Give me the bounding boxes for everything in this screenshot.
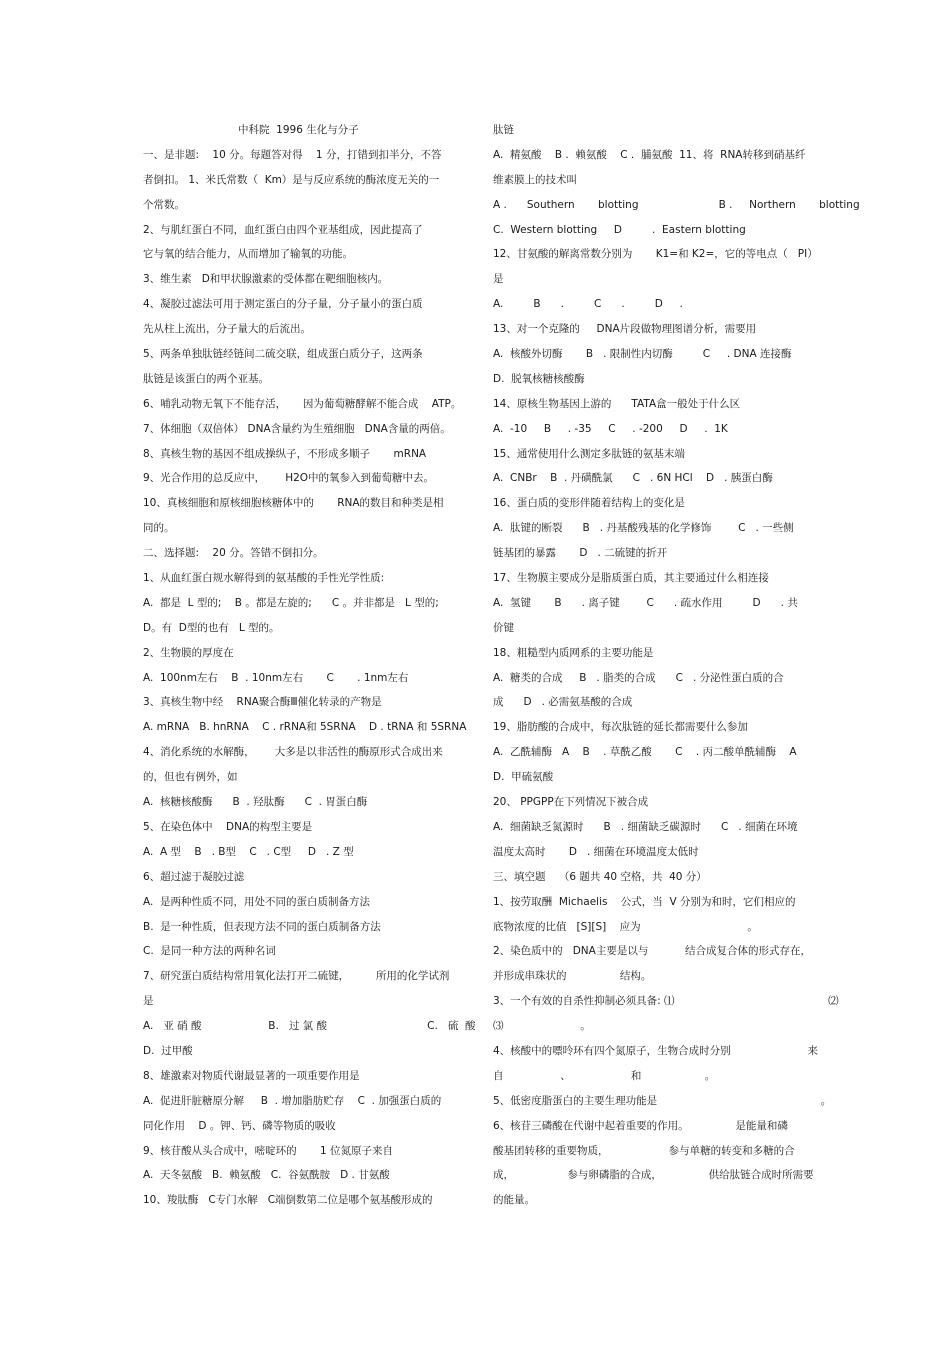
left-column-line: 8、雄激素对物质代谢最显著的一项重要作用是: [143, 1069, 360, 1082]
left-column-line: 10、真核细胞和原核细胞核糖体中的 RNA的数目和种类是相: [143, 497, 444, 510]
left-column-line: 5、在染色体中 DNA的构型主要是: [143, 820, 313, 833]
left-column-line: 3、维生素 D和甲状腺激素的受体都在靶细胞核内。: [143, 273, 389, 286]
left-column-line: 3、真核生物中经 RNA聚合酶Ⅲ催化转录的产物是: [143, 696, 382, 709]
left-column-line: 10、羧肽酶 C专门水解 C端倒数第二位是哪个氨基酸形成的: [143, 1194, 433, 1207]
document-title: 中科院 1996 生化与分子: [238, 124, 359, 136]
right-column-line: 价键: [493, 621, 514, 634]
right-column-line: 3、一个有效的自杀性抑制必须具备: ⑴ ⑵: [493, 995, 839, 1008]
right-column-line: 17、生物膜主要成分是脂质蛋白质，其主要通过什么相连接: [493, 572, 769, 585]
left-column-line: 4、消化系统的水解酶， 大多是以非活性的酶原形式合成出来: [143, 746, 443, 759]
left-column-line: 一、是非题: 10 分。每题答对得 1 分，打错到扣半分，不答: [143, 148, 442, 161]
left-column-line: 6、超过滤于凝胶过滤: [143, 870, 245, 883]
right-column-line: A. -10 B . -35 C . -200 D . 1K: [493, 422, 728, 435]
left-column-line: 9、核苷酸从头合成中，嘧啶环的 1 位氮原子来自: [143, 1144, 394, 1157]
right-column-line: ⑶ 。: [493, 1020, 591, 1033]
left-column-line: 是: [143, 995, 154, 1008]
left-column-line: A. 促进肝脏糖原分解 B . 增加脂肪贮存 C . 加强蛋白质的: [143, 1094, 442, 1107]
right-column-line: A. 细菌缺乏氮源时 B . 细菌缺乏碳源时 C . 细菌在环境: [493, 820, 798, 833]
left-column-line: 同化作用 D 。钾、钙、磷等物质的吸收: [143, 1119, 336, 1132]
left-column: [143, 118, 476, 1213]
right-column-line: 16、蛋白质的变形伴随着结构上的变化是: [493, 497, 685, 510]
left-column-line: D。有 D型的也有 L 型的。: [143, 621, 280, 634]
right-column-line: 温度太高时 D . 细菌在环境温度太低时: [493, 845, 699, 858]
left-column-line: A. 亚 硝 酸 B. 过 氯 酸 C. 硫 酸: [143, 1020, 476, 1033]
left-column-line: D. 过甲酸: [143, 1044, 193, 1057]
right-column-line: A . Southern blotting B . Northern blotting: [493, 198, 860, 211]
left-column-line: C. 是同一种方法的两种名词: [143, 945, 276, 958]
left-column-line: 7、体细胞（双倍体） DNA含量约为生殖细胞 DNA含量的两倍。: [143, 422, 451, 435]
right-column-line: 6、核苷三磷酸在代谢中起着重要的作用。 是能量和磷: [493, 1119, 788, 1132]
right-column-line: 12、甘氨酸的解离常数分别为 K1=和 K2=，它的等电点（ PI）: [493, 248, 818, 261]
right-column-line: 底物浓度的比值 [S][S] 应为 。: [493, 920, 758, 933]
right-column-line: 自 、 和 。: [493, 1069, 716, 1082]
right-column-line: 2、染色质中的 DNA主要是以与 结合成复合体的形式存在，: [493, 945, 812, 958]
left-column-line: 它与氧的结合能力，从而增加了输氧的功能。: [143, 248, 353, 261]
left-column-line: B. 是一种性质，但表现方法不同的蛋白质制备方法: [143, 920, 381, 933]
right-column-line: 1、按劳取酬 Michaelis 公式，当 V 分别为和时，它们相应的: [493, 895, 796, 908]
right-column-line: 肽链: [493, 124, 514, 136]
right-column-line: A. 糖类的合成 B . 脂类的合成 C . 分泌性蛋白质的合: [493, 671, 784, 684]
right-column: [493, 118, 860, 1213]
right-column-line: 5、低密度脂蛋白的主要生理功能是 。: [493, 1094, 832, 1107]
left-column-line: 的，但也有例外，如: [143, 771, 238, 784]
right-column-line: 维素膜上的技术叫: [493, 173, 577, 186]
right-column-line: 链基团的暴露 D . 二硫键的折开: [493, 547, 668, 560]
left-column-line: 肽链是该蛋白的两个亚基。: [143, 372, 269, 385]
left-column-line: A. 都是 L 型的; B 。都是左旋的; C 。并非都是 L 型的;: [143, 596, 439, 609]
right-column-line: D. 甲硫氨酸: [493, 771, 554, 784]
right-column-line: D. 脱氧核糖核酸酶: [493, 372, 585, 385]
left-column-line: 4、凝胶过滤法可用于测定蛋白的分子量，分子量小的蛋白质: [143, 298, 423, 311]
right-column-line: 13、对一个克隆的 DNA片段做物理图谱分析，需要用: [493, 323, 757, 336]
right-column-line: 14、原核生物基因上游的 TATA盒一般处于什么区: [493, 397, 741, 410]
right-column-line: 并形成串珠状的 结构。: [493, 970, 652, 983]
left-column-line: 者倒扣。 1、米氏常数（ Km）是与反应系统的酶浓度无关的一: [143, 173, 440, 186]
left-column-line: 8、真核生物的基因不组成操纵子，不形成多顺子 mRNA: [143, 447, 427, 460]
left-column-line: 先从柱上流出，分子量大的后流出。: [143, 323, 311, 336]
right-column-line: 18、粗糙型内质网系的主要功能是: [493, 646, 654, 659]
left-column-line: A. 天冬氨酸 B. 赖氨酸 C. 谷氨酰胺 D . 甘氨酸: [143, 1169, 390, 1182]
right-column-line: A. B . C . D .: [493, 298, 683, 311]
right-column-line: 15、通常使用什么测定多肽链的氨基末端: [493, 447, 685, 460]
right-column-line: 成， 参与卵磷脂的合成， 供给肽链合成时所需要: [493, 1169, 814, 1182]
right-column-line: 成 D . 必需氨基酸的合成: [493, 696, 633, 709]
left-column-line: 6、哺乳动物无氧下不能存活， 因为葡萄糖酵解不能合成 ATP。: [143, 397, 462, 410]
right-column-line: C. Western blotting D . Eastern blotting: [493, 223, 746, 236]
left-column-line: A. A 型 B . B型 C . C型 D . Z 型: [143, 845, 354, 858]
left-column-line: A. mRNA B. hnRNA C . rRNA和 5SRNA D . tRNA 和 5SRNA: [143, 721, 467, 734]
left-column-line: 二、选择题: 20 分。答错不倒扣分。: [143, 547, 324, 560]
left-column-line: 个常数。: [143, 198, 185, 211]
right-column-line: 19、脂肪酸的合成中，每次肽链的延长都需要什么参加: [493, 721, 748, 734]
right-column-line: 是: [493, 273, 504, 286]
right-column-line: 酸基团转移的重要物质， 参与单糖的转变和多糖的合: [493, 1144, 795, 1157]
left-column-line: 2、生物膜的厚度在: [143, 646, 234, 659]
right-column-line: 20、 PPGPP在下列情况下被合成: [493, 796, 649, 809]
right-column-line: A. 肽键的断裂 B . 丹基酸残基的化学修饰 C . 一些侧: [493, 522, 794, 535]
right-column-line: A. 精氨酸 B . 赖氨酸 C . 脯氨酸 11、将 RNA转移到硝基纤: [493, 148, 806, 161]
right-column-line: A. CNBr B . 丹磺酰氯 C . 6N HCl D . 胰蛋白酶: [493, 472, 773, 485]
left-column-line: 1、从血红蛋白规水解得到的氨基酸的手性光学性质:: [143, 572, 385, 585]
left-column-line: A. 是两种性质不同，用处不同的蛋白质制备方法: [143, 895, 371, 908]
left-column-line: A. 100nm左右 B . 10nm左右 C . 1nm左右: [143, 671, 409, 684]
left-column-line: A. 核糖核酸酶 B . 羟肽酶 C . 胃蛋白酶: [143, 796, 368, 809]
right-column-line: A. 乙酰辅酶 A B . 草酰乙酸 C . 丙二酸单酰辅酶 A: [493, 746, 797, 759]
left-column-line: 2、与肌红蛋白不同，血红蛋白由四个亚基组成，因此提高了: [143, 223, 423, 236]
right-column-line: 三、填空题 （6 题共 40 空格，共 40 分）: [493, 870, 707, 883]
right-column-line: 的能量。: [493, 1194, 535, 1207]
left-column-line: 5、两条单独肽链经链间二硫交联，组成蛋白质分子，这两条: [143, 348, 423, 361]
left-column-line: 9、光合作用的总反应中， H2O中的氧参入到葡萄糖中去。: [143, 472, 435, 485]
left-column-line: 同的。: [143, 522, 175, 535]
right-column-line: 4、核酸中的嘌呤环有四个氮原子，生物合成时分别 来: [493, 1044, 818, 1057]
right-column-line: A. 氢键 B . 离子键 C . 疏水作用 D . 共: [493, 596, 798, 609]
right-column-line: A. 核酸外切酶 B . 限制性内切酶 C . DNA 连接酶: [493, 348, 792, 361]
left-column-line: 7、研究蛋白质结构常用氧化法打开二硫键， 所用的化学试剂: [143, 970, 450, 983]
